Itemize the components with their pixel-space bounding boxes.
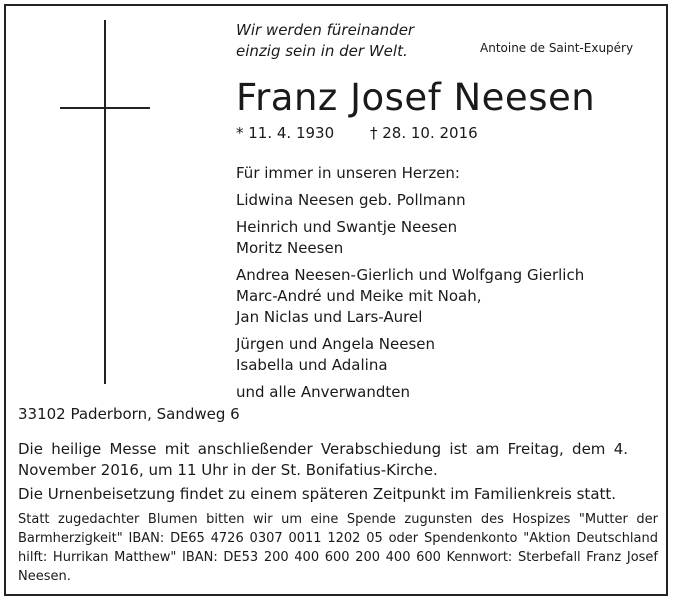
cross-icon-bar bbox=[60, 107, 150, 109]
address: 33102 Paderborn, Sandweg 6 bbox=[18, 405, 240, 423]
urn-announcement: Die Urnenbeisetzung findet zu einem späteren Zeitpunkt im Familienkreis statt. bbox=[18, 485, 617, 503]
quote-author: Antoine de Saint-Exupéry bbox=[480, 41, 634, 55]
mourner-line: Lidwina Neesen geb. Pollmann bbox=[236, 191, 466, 209]
mourner-line: und alle Anverwandten bbox=[236, 383, 410, 401]
mourner-line: Marc-André und Meike mit Noah, bbox=[236, 287, 482, 305]
quote-line-2: einzig sein in der Welt. bbox=[236, 42, 408, 60]
mourner-line: Heinrich und Swantje Neesen bbox=[236, 218, 458, 236]
mourner-line: Moritz Neesen bbox=[236, 239, 344, 257]
death-date: † 28. 10. 2016 bbox=[370, 124, 478, 142]
mourner-line: Jürgen und Angela Neesen bbox=[236, 335, 436, 353]
mourner-line: Jan Niclas und Lars-Aurel bbox=[236, 308, 423, 326]
mourners-intro: Für immer in unseren Herzen: bbox=[236, 164, 460, 182]
deceased-name: Franz Josef Neesen bbox=[236, 76, 596, 119]
life-dates bbox=[236, 124, 478, 142]
mourner-line: Andrea Neesen-Gierlich und Wolfgang Gierlich bbox=[236, 266, 585, 284]
quote bbox=[236, 20, 414, 62]
birth-date: * 11. 4. 1930 bbox=[236, 124, 335, 142]
quote-line-1: Wir werden füreinander bbox=[236, 21, 415, 39]
mourner-line: Isabella und Adalina bbox=[236, 356, 388, 374]
cross-icon bbox=[104, 20, 106, 384]
mass-announcement: Die heilige Messe mit anschließender Verabschiedung ist am Freitag, dem 4. November 2016, um 11 Uhr in der St. Bonifatius-Kirche. bbox=[18, 440, 628, 479]
mourners-list bbox=[236, 163, 584, 403]
donation-note: Statt zugedachter Blumen bitten wir um eine Spende zugunsten des Hospizes "Mutter der Barmherzigkeit" IBAN: DE65 4726 0307 0011 1202 05 oder Spendenkonto "Aktion Deutschland hilft: Hurrikan Matthew" IBAN: DE53 200 400 600 200 400 600 Kennwort: Sterbefall Franz Josef Neesen. bbox=[18, 512, 658, 584]
